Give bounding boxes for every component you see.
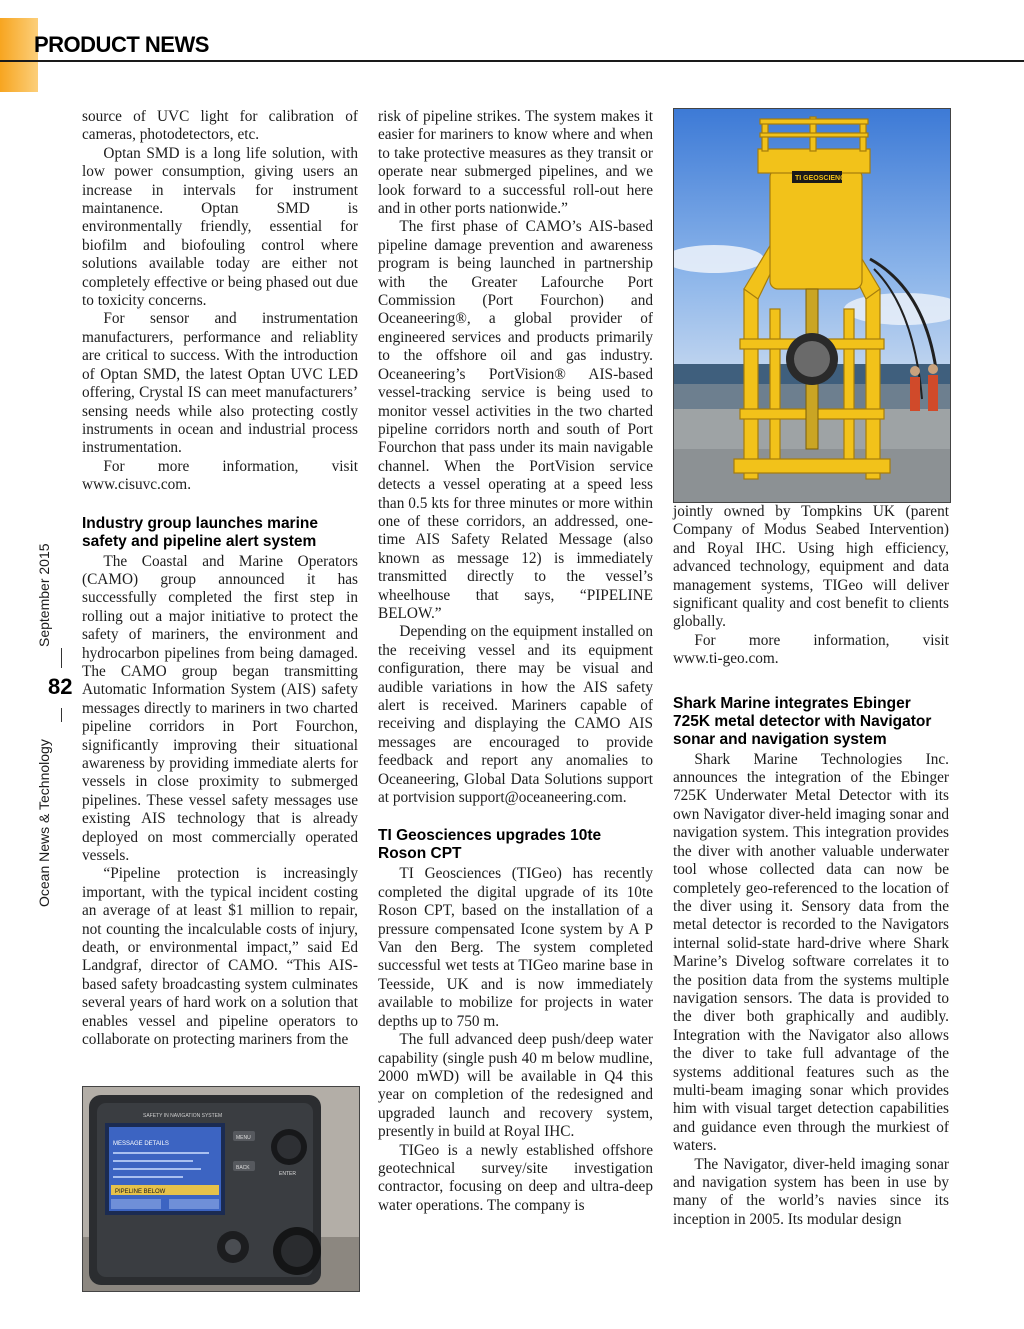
paragraph: jointly owned by Tompkins UK (parent Company of Modus Seabed Intervention) and Royal IHC. Using high efficiency, advanced technology, equipment and data management systems, TIGeo will deliver significant quality and cost benefit to clients globally. bbox=[673, 503, 949, 631]
paragraph: The Navigator, diver-held imaging sonar and navigation system has been in use by many of the world’s navies since its inception in 2005. Its modular design bbox=[673, 1155, 949, 1228]
device-enter-label: ENTER bbox=[279, 1171, 296, 1177]
paragraph: The full advanced deep push/deep water capability (single push 40 m below mudline, 2000 mWD) will be available in Q4 this year on completion of the redesigned and upgraded launch and recovery system, presently in build at Royal IHC. bbox=[378, 1031, 653, 1141]
paragraph: TI Geosciences (TIGeo) has recently completed the digital upgrade of its 10te Roson CPT, based on the installation of a pressure compensated Icone system by A P Van den Berg. The system completed successful wet tests at TIGeo marine base in Teesside, UK and is now immediately available to mobilize for projects in water depths up to 750 m. bbox=[378, 865, 653, 1030]
article-column-1 bbox=[82, 108, 358, 1050]
screen-title: MESSAGE DETAILS bbox=[113, 1141, 169, 1147]
article-column-3 bbox=[673, 503, 949, 1229]
folio-rule-bottom bbox=[61, 708, 62, 722]
header-rule bbox=[0, 60, 1024, 62]
paragraph: Shark Marine Technologies Inc. announces the integration of the Ebinger 725K Underwater Metal Detector with its own Navigator diver-held imaging sonar and navigation system. This integration provides the diver with another valuable underwater tool whose collected data can now be completely geo-referenced to the location of the diver using it. Sensory data from the metal detector is recorded to the Navigators internal solid-state hard-drive where Shark Marine’s Divelog software correlates it to the position data from the systems multiple navigation sensors. The data is provided to the diver both graphically and audibly. Integration with the Navigator also allows the diver to take full advantage of the systems additional features such as the multi-beam imaging sonar which provides him with visual target detection capabilities and guidance even through the murkiest of waters. bbox=[673, 750, 949, 1155]
screen-alert: PIPELINE BELOW bbox=[115, 1189, 166, 1195]
more-info-line: For more information, visit bbox=[694, 631, 949, 649]
section-title: PRODUCT NEWS bbox=[34, 32, 209, 57]
more-info-url[interactable]: www.ti-geo.com. bbox=[673, 650, 779, 668]
page-number: 82 bbox=[48, 674, 73, 699]
headline-camo: Industry group launches marine safety and pipeline alert system bbox=[82, 514, 318, 550]
paragraph: “Pipeline protection is increasingly important, with the typical incident costing an average of at least $1 million to repair, not counting the incalculable costs of injury, death, or environmental impact,” said Ed Landgraf, director of CAMO. “This AIS-based safety broadcasting system culminates several years of hard work on a solution that enables vessel and pipeline operators to collaborate on protecting mariners from the bbox=[82, 865, 358, 1049]
paragraph: For sensor and instrumentation manufacturers, performance and reliablity are critical to success. With the introduction of Optan SMD, the latest Optan UVC LED offering, Crystal IS can meet manufacturers’ sensing needs while also protecting costly instruments in ocean and industrial process instrumentation. bbox=[82, 310, 358, 457]
headline-shark-marine: Shark Marine integrates Ebinger 725K metal detector with Navigator sonar and navigation system bbox=[673, 694, 932, 748]
paragraph: risk of pipeline strikes. The system makes it easier for mariners to know where and when to take protective measures as they transit or operate near submerged pipelines, and we look forward to a successful roll-out here and in other ports nationwide.” bbox=[378, 108, 653, 218]
paragraph: source of UVC light for calibration of cameras, photodetectors, etc. bbox=[82, 108, 358, 144]
paragraph: The first phase of CAMO’s AIS-based pipeline damage prevention and awareness program is being launched in partnership with the Greater Lafourche Port Commission (Port Fourchon) and Oceaneering®, a global provider of engineered services and products primarily to the offshore oil and gas industry. Oceaneering’s PortVision® AIS-based vessel-tracking service is being used to monitor vessel activities in the two charted pipeline corridors north and south of Port Fourchon that pass under its main navigable channel. When the PortVision service detects a vessel operating at a speed less than 0.5 kts for three minutes or more within one of these corridors, an addressed, one-time AIS Safety Related Message (also known as message 12) is immediately transmitted directly to the vessel’s wheelhouse that says, “PIPELINE BELOW.” bbox=[378, 218, 653, 622]
folio-rule-top bbox=[61, 648, 62, 668]
paragraph: Depending on the equipment installed on the receiving vessel and its equipment configuration, there may be visual and audible variations in how the AIS safety alert is received. Mariners capable of receiving and displaying the CAMO AIS messages are encouraged to provide feedback and report any anomalies to Oceaneering, Global Data Solutions support at portvision support@oceaneering.com. bbox=[378, 623, 653, 807]
article-column-2 bbox=[378, 108, 653, 1215]
more-info-url[interactable]: www.cisuvc.com. bbox=[82, 476, 192, 494]
paragraph: Optan SMD is a long life solution, with low power consumption, giving users an increase in intervals for instrument maintanence. Optan SMD is environmentally friendly, essential for biofilm and biofouling control where solutions available today are either not completely effective or being phased out due to toxicity concerns. bbox=[82, 144, 358, 310]
cpt-rig-photo bbox=[673, 108, 951, 503]
device-menu-button: MENU bbox=[236, 1135, 251, 1141]
cpt-rig-illustration bbox=[674, 109, 950, 502]
folio-date: September 2015 bbox=[36, 543, 52, 647]
section-tab-accent bbox=[0, 18, 38, 92]
more-info-line: For more information, visit bbox=[103, 457, 358, 475]
ais-display-illustration bbox=[83, 1087, 359, 1291]
folio-publication: Ocean News & Technology bbox=[36, 739, 52, 907]
device-back-button: BACK bbox=[236, 1165, 250, 1171]
headline-tigeo: TI Geosciences upgrades 10te Roson CPT bbox=[378, 827, 602, 863]
paragraph: TIGeo is a newly established offshore geotechnical survey/site investigation contractor, focusing on deep and ultra-deep water operations. The company is bbox=[378, 1141, 653, 1214]
rig-label: TI GEOSCIENCES bbox=[795, 175, 855, 182]
ais-display-photo bbox=[82, 1086, 360, 1292]
device-brand: SAFETY IN NAVIGATION SYSTEM bbox=[143, 1113, 223, 1119]
paragraph: The Coastal and Marine Operators (CAMO) group announced it has successfully completed the first step in rolling out a major initiative to protect the safety of mariners, the environment and hydrocarbon pipelines from being damaged. The CAMO group began transmitting Automatic Information System (AIS) safety messages directly to mariners in two charted pipeline corridors in Port Fourchon, significantly improving their situational awareness by providing immediate alerts for vessels in close proximity to submerged pipelines. These vessel safety messages use existing AIS technology that is already deployed on most commercially operated vessels. bbox=[82, 552, 358, 865]
side-folio bbox=[18, 530, 73, 910]
